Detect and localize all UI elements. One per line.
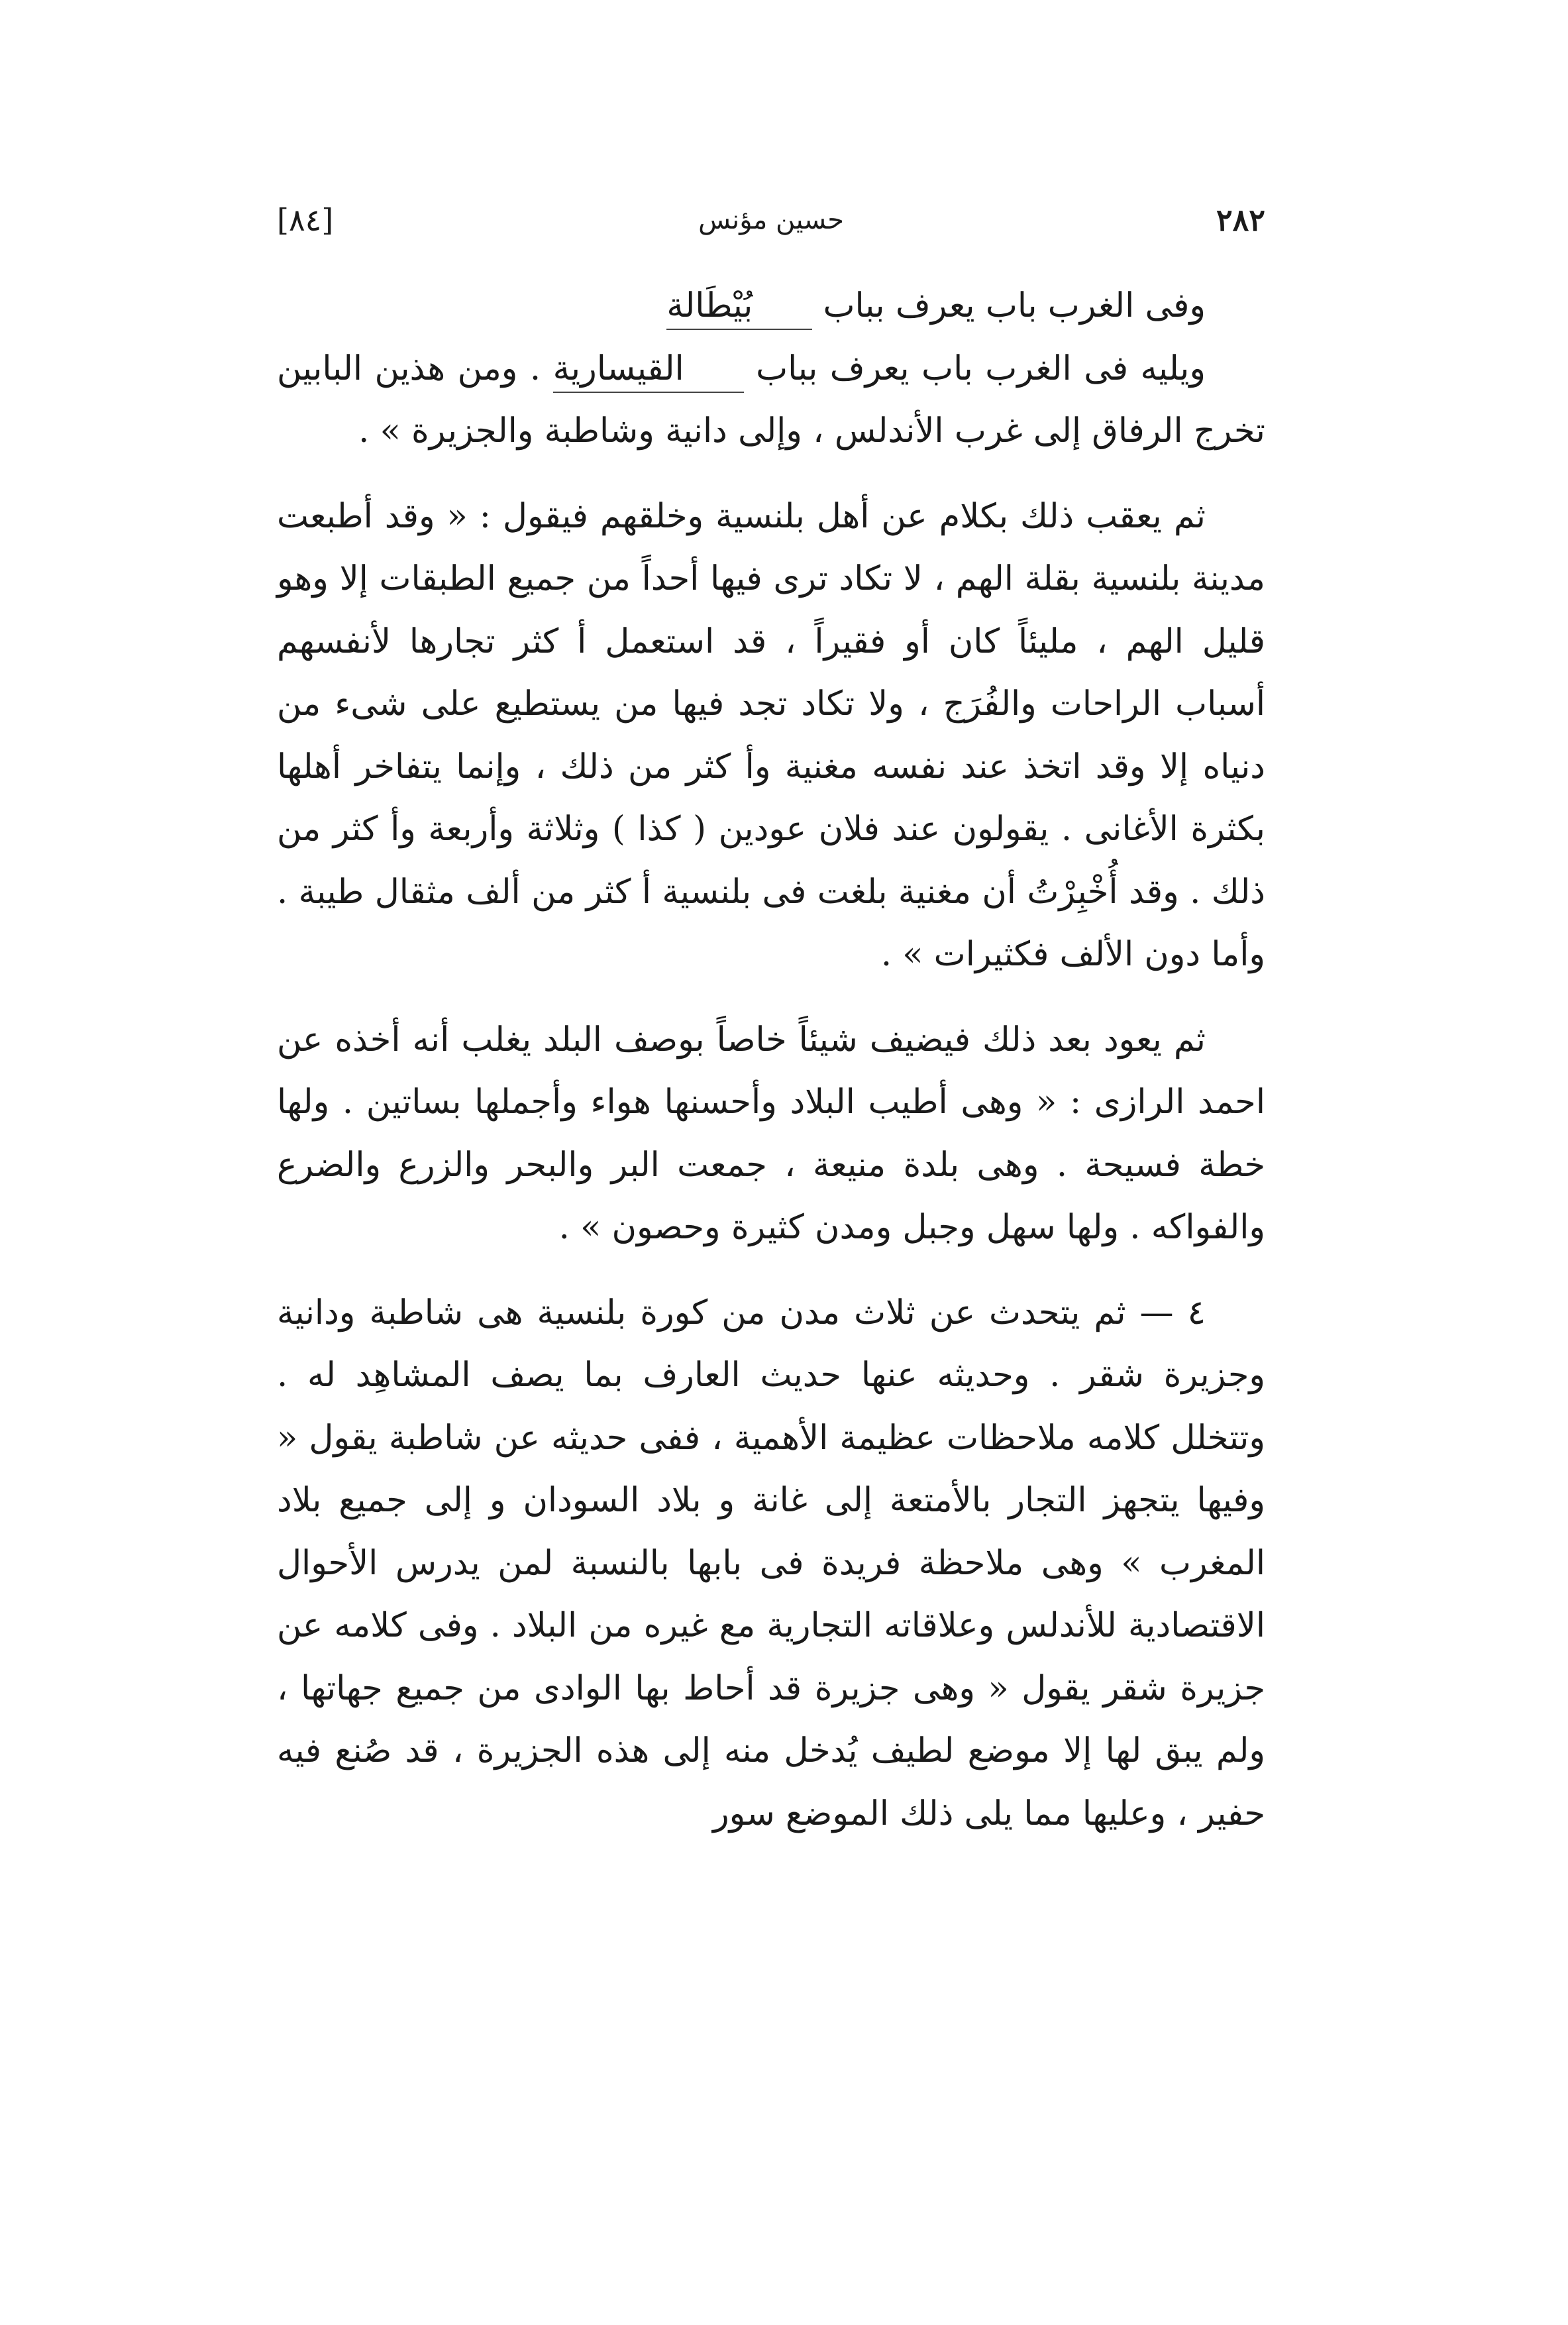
paragraph-text: . ومن هذين البابين تخرج الرفاق إلى غرب الأندلس ، وإلى دانية وشاطبة والجزيرة » . xyxy=(277,349,1265,451)
paragraph-4: ثم يعود بعد ذلك فيضيف شيئاً خاصاً بوصف البلد يغلب أنه أخذه عن احمد الرازى : « وهى أطيب البلاد وأحسنها هواء وأجملها بساتين . ولها خطة فسيحة . وهى بلدة منيعة ، جمعت البر والبحر والزرع والضرع والفواكه . ولها سهل وجبل ومدن كثيرة وحصون » . xyxy=(277,1020,1265,1247)
underlined-term: بُيْطَالة xyxy=(666,288,812,330)
paragraph-text: ويليه فى الغرب باب يعرف بباب xyxy=(743,349,1206,388)
paragraph-2 xyxy=(277,338,1265,463)
page-header xyxy=(277,202,1265,255)
paragraph-text: وفى الغرب باب يعرف بباب xyxy=(812,286,1206,325)
running-header-author: حسين مؤنس xyxy=(698,205,844,235)
underlined-term: القيسارية xyxy=(553,351,744,393)
paragraph-3: ثم يعقب ذلك بكلام عن أهل بلنسية وخلقهم فيقول : « وقد أطبعت مدينة بلنسية بقلة الهم ، لا تكاد ترى فيها أحداً من جميع الطبقات إلا وهو قليل الهم ، مليئاً كان أو فقيراً ، قد استعمل أ كثر تجارها لأنفسهم أسباب الراحات والفُرَج ، ولا تكاد تجد فيها من يستطيع على شىء من دنياه إلا وقد اتخذ عند نفسه مغنية وأ كثر من ذلك ، وإنما يتفاخر أهلها بكثرة الأغانى . يقولون عند فلان عودين ( كذا ) وثلاثة وأربعة وأ كثر من ذلك . وقد أُخْبِرْتُ أن مغنية بلغت فى بلنسية أ كثر من ألف مثقال طيبة . وأما دون الألف فكثيرات » . xyxy=(277,496,1265,974)
folio-reference: [٨٤] xyxy=(277,202,334,238)
paragraph-1 xyxy=(277,275,1265,338)
page-number: ٢٨٢ xyxy=(1216,202,1265,238)
body-text xyxy=(277,275,1265,1845)
paragraph-5: ٤ — ثم يتحدث عن ثلاث مدن من كورة بلنسية هى شاطبة ودانية وجزيرة شقر . وحديثه عنها حديث العارف بما يصف المشاهِد له . وتتخلل كلامه ملاحظات عظيمة الأهمية ، ففى حديثه عن شاطبة يقول « وفيها يتجهز التجار بالأمتعة إلى غانة و بلاد السودان و إلى جميع بلاد المغرب » وهى ملاحظة فريدة فى بابها بالنسبة لمن يدرس الأحوال الاقتصادية للأندلس وعلاقاته التجارية مع غيره من البلاد . وفى كلامه عن جزيرة شقر يقول « وهى جزيرة قد أحاط بها الوادى من جميع جهاتها ، ولم يبق لها إلا موضع لطيف يُدخل منه إلى هذه الجزيرة ، قد صُنع فيه حفير ، وعليها مما يلى ذلك الموضع سور xyxy=(277,1293,1265,1833)
